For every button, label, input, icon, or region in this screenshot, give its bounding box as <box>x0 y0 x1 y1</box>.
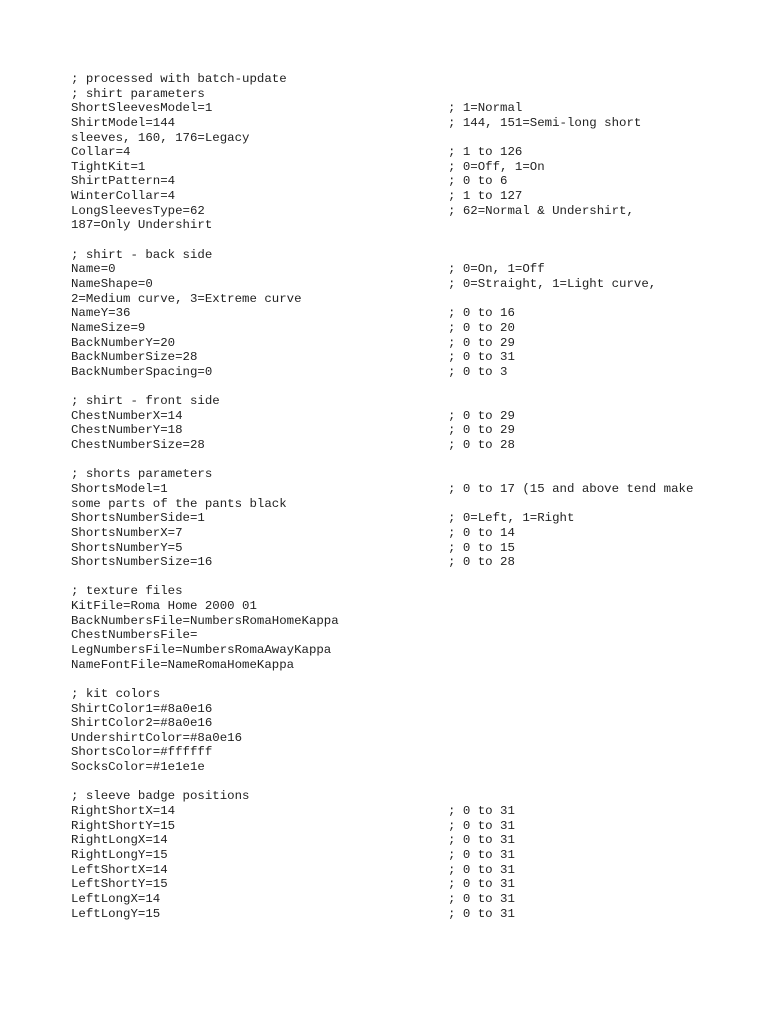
line-text: ShortsColor=#ffffff <box>71 745 213 760</box>
line-comment: ; 0 to 17 (15 and above tend make <box>448 481 694 496</box>
line-text: ; shirt - back side <box>71 247 213 262</box>
line-text: ; kit colors <box>71 686 161 701</box>
config-line <box>71 511 711 526</box>
config-line <box>71 819 711 834</box>
line-comment: ; 0 to 31 <box>448 818 515 833</box>
line-text: ShirtColor2=#8a0e16 <box>71 716 213 731</box>
config-line <box>71 833 711 848</box>
config-line <box>71 482 711 497</box>
line-text: NameSize=9 <box>71 320 146 335</box>
line-text: NameY=36 <box>71 306 131 321</box>
line-text: BackNumberY=20 <box>71 335 176 350</box>
config-line <box>71 628 711 643</box>
line-text: KitFile=Roma Home 2000 01 <box>71 599 257 614</box>
config-line <box>71 423 711 438</box>
config-line <box>71 189 711 204</box>
config-line <box>71 306 711 321</box>
config-line <box>71 716 711 731</box>
line-text: ShirtColor1=#8a0e16 <box>71 701 213 716</box>
line-text: ChestNumberY=18 <box>71 423 183 438</box>
blank-line <box>71 570 711 585</box>
config-line <box>71 262 711 277</box>
line-comment: ; 0 to 31 <box>448 847 515 862</box>
config-line <box>71 350 711 365</box>
line-comment: ; 0 to 31 <box>448 906 515 921</box>
line-comment: ; 0 to 31 <box>448 877 515 892</box>
config-line <box>71 614 711 629</box>
line-comment: ; 62=Normal & Undershirt, <box>448 203 634 218</box>
config-line <box>71 365 711 380</box>
config-line <box>71 336 711 351</box>
line-comment: ; 1=Normal <box>448 101 523 116</box>
line-text: TightKit=1 <box>71 159 146 174</box>
line-comment: ; 1 to 126 <box>448 145 523 160</box>
config-line <box>71 321 711 336</box>
line-text: ShirtPattern=4 <box>71 174 176 189</box>
blank-line <box>71 379 711 394</box>
line-text: ShortsNumberY=5 <box>71 540 183 555</box>
line-comment: ; 0 to 28 <box>448 555 515 570</box>
config-line <box>71 599 711 614</box>
line-comment: ; 0 to 20 <box>448 320 515 335</box>
line-text: ; shirt parameters <box>71 86 205 101</box>
line-text: ShortsNumberSize=16 <box>71 555 213 570</box>
line-text: WinterCollar=4 <box>71 189 176 204</box>
blank-line <box>71 672 711 687</box>
config-line <box>71 702 711 717</box>
line-text: 2=Medium curve, 3=Extreme curve <box>71 291 302 306</box>
line-text: LeftShortY=15 <box>71 877 168 892</box>
config-line <box>71 863 711 878</box>
line-text: RightShortY=15 <box>71 818 176 833</box>
line-text: Name=0 <box>71 262 116 277</box>
config-line <box>71 101 711 116</box>
line-text: RightLongY=15 <box>71 847 168 862</box>
config-line <box>71 116 711 131</box>
line-comment: ; 0 to 16 <box>448 306 515 321</box>
config-line <box>71 277 711 292</box>
line-text: ChestNumbersFile= <box>71 628 198 643</box>
line-text: ChestNumberX=14 <box>71 408 183 423</box>
line-text: LeftLongY=15 <box>71 906 161 921</box>
line-text: LeftShortX=14 <box>71 862 168 877</box>
config-line <box>71 292 711 307</box>
config-line <box>71 731 711 746</box>
line-text: ; texture files <box>71 584 183 599</box>
line-text: sleeves, 160, 176=Legacy <box>71 130 250 145</box>
config-line <box>71 907 711 922</box>
line-comment: ; 144, 151=Semi-long short <box>448 115 642 130</box>
line-comment: ; 0 to 29 <box>448 408 515 423</box>
line-comment: ; 0 to 31 <box>448 350 515 365</box>
line-comment: ; 0 to 31 <box>448 862 515 877</box>
config-line <box>71 438 711 453</box>
config-line <box>71 248 711 263</box>
line-text: ShortsNumberSide=1 <box>71 511 205 526</box>
line-comment: ; 0=On, 1=Off <box>448 262 545 277</box>
line-comment: ; 0=Left, 1=Right <box>448 511 575 526</box>
config-line <box>71 174 711 189</box>
line-text: RightShortX=14 <box>71 804 176 819</box>
config-line <box>71 877 711 892</box>
line-text: RightLongX=14 <box>71 833 168 848</box>
line-text: SocksColor=#1e1e1e <box>71 760 205 775</box>
line-comment: ; 0 to 15 <box>448 540 515 555</box>
line-comment: ; 0=Straight, 1=Light curve, <box>448 276 657 291</box>
line-text: ; shorts parameters <box>71 467 213 482</box>
config-line <box>71 541 711 556</box>
line-text: LongSleevesType=62 <box>71 203 205 218</box>
line-comment: ; 0 to 31 <box>448 891 515 906</box>
config-line <box>71 789 711 804</box>
line-comment: ; 0 to 14 <box>448 525 515 540</box>
config-line <box>71 467 711 482</box>
config-line <box>71 409 711 424</box>
line-comment: ; 0 to 31 <box>448 833 515 848</box>
line-comment: ; 0 to 6 <box>448 174 508 189</box>
config-line <box>71 643 711 658</box>
line-text: ShortsModel=1 <box>71 481 168 496</box>
config-line <box>71 804 711 819</box>
line-text: ShortsNumberX=7 <box>71 525 183 540</box>
line-text: ChestNumberSize=28 <box>71 438 205 453</box>
line-comment: ; 0 to 3 <box>448 364 508 379</box>
line-comment: ; 0=Off, 1=On <box>448 159 545 174</box>
config-line <box>71 555 711 570</box>
line-text: NameShape=0 <box>71 276 153 291</box>
line-text: ShirtModel=144 <box>71 115 176 130</box>
blank-line <box>71 233 711 248</box>
config-line <box>71 658 711 673</box>
config-line <box>71 745 711 760</box>
config-line <box>71 87 711 102</box>
line-text: some parts of the pants black <box>71 496 287 511</box>
blank-line <box>71 775 711 790</box>
line-comment: ; 1 to 127 <box>448 189 523 204</box>
config-line <box>71 526 711 541</box>
line-text: ShortSleevesModel=1 <box>71 101 213 116</box>
config-line <box>71 760 711 775</box>
line-text: Collar=4 <box>71 145 131 160</box>
line-text: 187=Only Undershirt <box>71 218 213 233</box>
line-comment: ; 0 to 31 <box>448 804 515 819</box>
line-comment: ; 0 to 28 <box>448 438 515 453</box>
line-comment: ; 0 to 29 <box>448 423 515 438</box>
config-line <box>71 497 711 512</box>
config-line <box>71 145 711 160</box>
config-document <box>71 72 711 921</box>
line-text: NameFontFile=NameRomaHomeKappa <box>71 657 295 672</box>
line-text: BackNumbersFile=NumbersRomaHomeKappa <box>71 613 339 628</box>
line-text: ; sleeve badge positions <box>71 789 250 804</box>
config-line <box>71 131 711 146</box>
config-line <box>71 848 711 863</box>
line-text: ; processed with batch-update <box>71 72 287 86</box>
config-line <box>71 687 711 702</box>
line-text: BackNumberSpacing=0 <box>71 364 213 379</box>
line-text: LeftLongX=14 <box>71 891 161 906</box>
blank-line <box>71 453 711 468</box>
config-line <box>71 204 711 219</box>
line-text: ; shirt - front side <box>71 394 220 409</box>
line-text: BackNumberSize=28 <box>71 350 198 365</box>
config-line <box>71 218 711 233</box>
config-line <box>71 584 711 599</box>
line-comment: ; 0 to 29 <box>448 335 515 350</box>
config-line <box>71 394 711 409</box>
line-text: UndershirtColor=#8a0e16 <box>71 730 243 745</box>
config-line <box>71 892 711 907</box>
config-line <box>71 72 711 87</box>
config-line <box>71 160 711 175</box>
line-text: LegNumbersFile=NumbersRomaAwayKappa <box>71 642 332 657</box>
